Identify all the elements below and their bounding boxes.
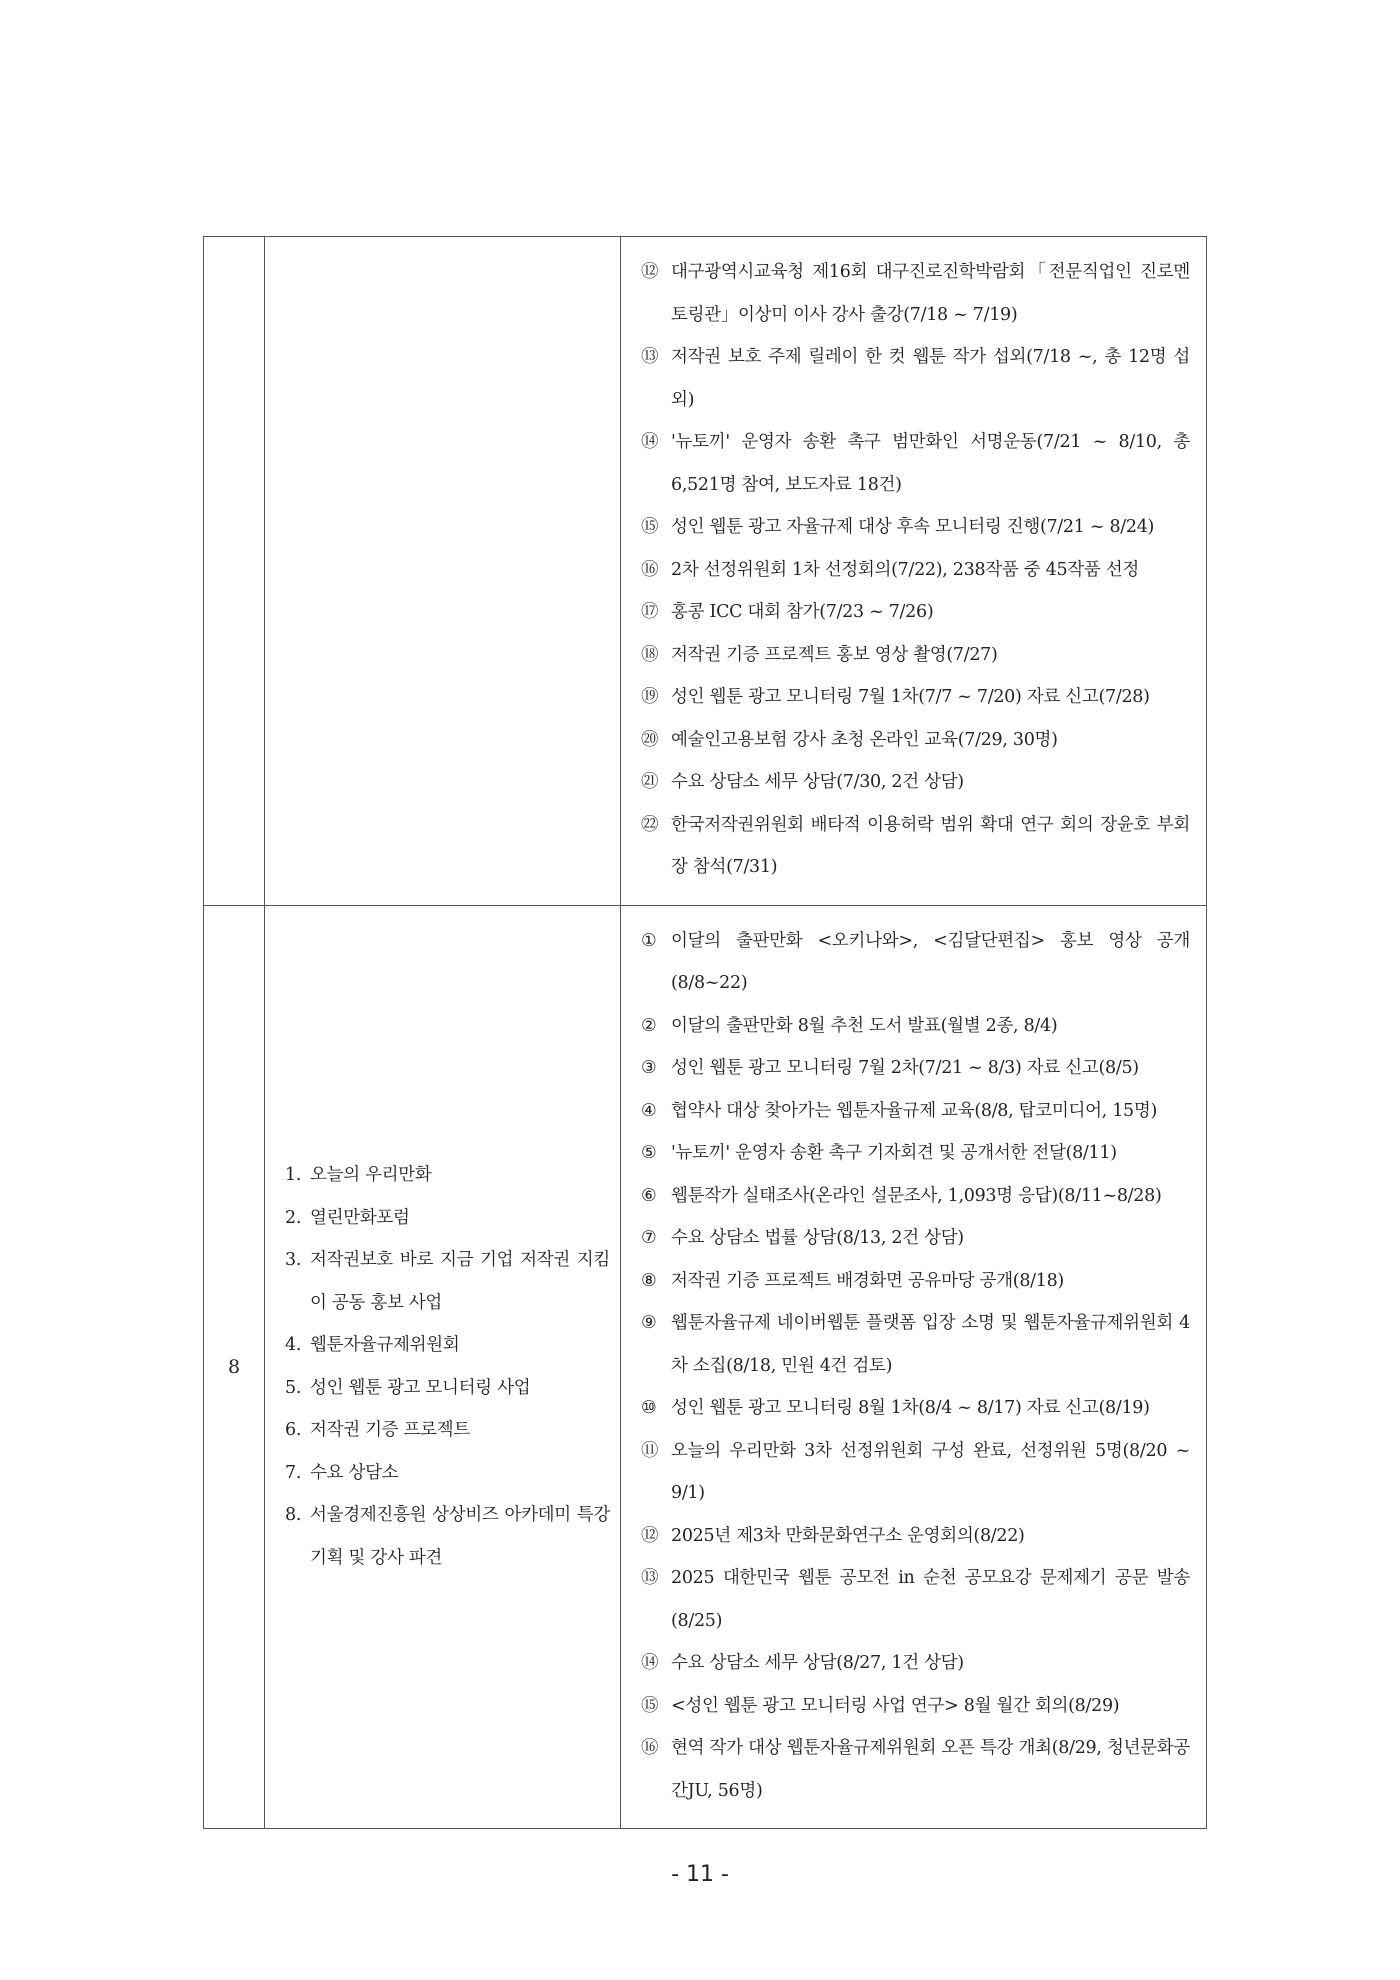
list-item	[641, 1047, 1190, 1090]
list-item	[641, 251, 1190, 336]
item-text: 웹툰자율규제 네이버웹툰 플랫폼 입장 소명 및 웹툰자율규제위원회 4차 소집(8/18, 민원 4건 검토)	[671, 1313, 1190, 1376]
list-item	[641, 634, 1190, 677]
item-text: 현역 작가 대상 웹툰자율규제위원회 오픈 특강 개최(8/29, 청년문화공간JU, 56명)	[671, 1738, 1190, 1801]
table-row-august	[204, 905, 1207, 1829]
list-item	[641, 1387, 1190, 1430]
list-item	[641, 676, 1190, 719]
item-number: ⑬	[641, 1568, 659, 1588]
item-text: 서울경제진흥원 상상비즈 아카데미 특강 기획 및 강사 파견	[310, 1505, 610, 1568]
list-item	[641, 421, 1190, 506]
activity-list	[621, 237, 1206, 905]
list-item	[641, 719, 1190, 762]
list-item	[641, 1090, 1190, 1133]
item-text: 성인 웹툰 광고 모니터링 8월 1차(8/4 ~ 8/17) 자료 신고(8/19)	[671, 1398, 1150, 1418]
item-number: ②	[641, 1015, 657, 1036]
item-text: 성인 웹툰 광고 자율규제 대상 후속 모니터링 진행(7/21 ~ 8/24)	[671, 517, 1155, 537]
list-item	[285, 1494, 610, 1579]
list-item	[641, 1515, 1190, 1558]
activity-cell	[621, 905, 1207, 1829]
item-text: 수요 상담소 세무 상담(8/27, 1건 상담)	[671, 1653, 964, 1673]
item-text: 오늘의 우리만화	[310, 1165, 432, 1186]
item-number: ㉒	[641, 814, 659, 835]
item-number: ③	[641, 1058, 657, 1078]
item-number: 6.	[285, 1420, 302, 1441]
list-item	[641, 336, 1190, 421]
list-item	[285, 1367, 610, 1410]
project-list	[265, 1154, 620, 1579]
item-number: ⑩	[641, 1398, 657, 1418]
item-text: '뉴토끼' 운영자 송환 촉구 기자회견 및 공개서한 전달(8/11)	[671, 1143, 1117, 1163]
item-text: 2025년 제3차 만화문화연구소 운영회의(8/22)	[671, 1525, 1025, 1546]
item-text: 성인 웹툰 광고 모니터링 7월 1차(7/7 ~ 7/20) 자료 신고(7/28)	[671, 687, 1150, 707]
table-row-july-continued	[204, 237, 1207, 906]
item-text: <성인 웹툰 광고 모니터링 사업 연구> 8월 월간 회의(8/29)	[671, 1695, 1120, 1716]
item-number: 2.	[285, 1207, 302, 1228]
month-cell: 8	[204, 905, 265, 1829]
item-number: ⑤	[641, 1143, 657, 1163]
item-text: 저작권 보호 주제 릴레이 한 컷 웹툰 작가 섭외(7/18 ~, 총 12명 섭외)	[671, 347, 1190, 410]
item-number: 1.	[285, 1165, 302, 1186]
month-cell	[204, 237, 265, 906]
list-item	[641, 506, 1190, 549]
list-item	[641, 1727, 1190, 1812]
item-text: '뉴토끼' 운영자 송환 촉구 범만화인 서명운동(7/21 ~ 8/10, 총 6,521명 참여, 보도자료 18건)	[671, 432, 1190, 495]
list-item	[641, 1132, 1190, 1175]
item-number: ⑯	[641, 1738, 659, 1758]
list-item	[641, 761, 1190, 804]
item-text: 웹툰작가 실태조사(온라인 설문조사, 1,093명 응답)(8/11~8/28)	[671, 1185, 1162, 1206]
item-number: ⑭	[641, 1653, 659, 1673]
list-item	[641, 1175, 1190, 1218]
list-item	[285, 1154, 610, 1197]
list-item	[285, 1239, 610, 1324]
item-number: 4.	[285, 1335, 302, 1356]
item-text: 2차 선정위원회 1차 선정회의(7/22), 238작품 중 45작품 선정	[671, 559, 1139, 580]
item-number: ⑫	[641, 1525, 659, 1546]
item-text: 이달의 출판만화 8월 추천 도서 발표(월별 2종, 8/4)	[671, 1015, 1058, 1036]
list-item	[641, 1642, 1190, 1685]
item-number: ⑮	[641, 517, 659, 537]
list-item	[641, 1005, 1190, 1048]
item-number: ⑪	[641, 1440, 659, 1461]
item-number: ⑫	[641, 262, 659, 282]
item-number: ⑰	[641, 602, 659, 622]
item-number: ⑭	[641, 432, 659, 452]
item-text: 저작권 기증 프로젝트 배경화면 공유마당 공개(8/18)	[671, 1270, 1064, 1291]
item-text: 열린만화포럼	[310, 1207, 410, 1228]
item-number: ⑬	[641, 347, 659, 367]
page-number: - 11 -	[671, 1862, 729, 1887]
item-number: ⑯	[641, 559, 659, 580]
item-text: 저작권보호 바로 지금 기업 저작권 지킴이 공동 홍보 사업	[310, 1250, 610, 1313]
list-item	[285, 1409, 610, 1452]
list-item	[641, 1260, 1190, 1303]
item-number: ①	[641, 930, 657, 951]
item-number: 5.	[285, 1377, 302, 1398]
list-item	[285, 1452, 610, 1495]
activity-cell	[621, 237, 1207, 906]
item-text: 성인 웹툰 광고 모니터링 사업	[310, 1377, 531, 1398]
item-text: 대구광역시교육청 제16회 대구진로진학박람회「전문직업인 진로멘토링관」이상미 이사 강사 출강(7/18 ~ 7/19)	[671, 262, 1190, 325]
list-item	[641, 804, 1190, 889]
list-item	[641, 920, 1190, 1005]
item-text: 저작권 기증 프로젝트 홍보 영상 촬영(7/27)	[671, 644, 998, 665]
item-number: ⑦	[641, 1228, 657, 1248]
item-number: ⑧	[641, 1270, 657, 1291]
item-number: ⑥	[641, 1185, 657, 1206]
item-number: ⑨	[641, 1313, 657, 1333]
list-item	[641, 1302, 1190, 1387]
item-text: 이달의 출판만화 <오키나와>, <김달단편집> 홍보 영상 공개(8/8~22)	[671, 930, 1190, 993]
item-number: ⑲	[641, 687, 659, 707]
item-number: ⑮	[641, 1695, 659, 1716]
item-number: ⑱	[641, 644, 659, 665]
list-item	[641, 591, 1190, 634]
item-text: 협약사 대상 찾아가는 웹툰자율규제 교육(8/8, 탑코미디어, 15명)	[671, 1100, 1158, 1121]
list-item	[285, 1324, 610, 1367]
activity-list	[621, 906, 1206, 1829]
item-text: 성인 웹툰 광고 모니터링 7월 2차(7/21 ~ 8/3) 자료 신고(8/5)	[671, 1058, 1139, 1078]
item-text: 오늘의 우리만화 3차 선정위원회 구성 완료, 선정위원 5명(8/20 ~ 9/1)	[671, 1440, 1190, 1503]
item-text: 저작권 기증 프로젝트	[310, 1420, 470, 1441]
monthly-activity-table	[203, 236, 1207, 1829]
item-text: 수요 상담소	[310, 1462, 399, 1483]
list-item	[641, 1685, 1190, 1728]
list-item	[641, 1557, 1190, 1642]
list-item	[641, 1430, 1190, 1515]
item-text: 수요 상담소 법률 상담(8/13, 2건 상담)	[671, 1228, 964, 1248]
item-number: ㉑	[641, 772, 659, 792]
project-cell	[265, 237, 621, 906]
item-number: ⑳	[641, 729, 659, 750]
item-text: 홍콩 ICC 대회 참가(7/23 ~ 7/26)	[671, 602, 934, 622]
item-number: 7.	[285, 1462, 302, 1483]
item-text: 웹툰자율규제위원회	[310, 1335, 460, 1356]
item-text: 수요 상담소 세무 상담(7/30, 2건 상담)	[671, 772, 964, 792]
list-item	[285, 1197, 610, 1240]
list-item	[641, 1217, 1190, 1260]
item-number: 3.	[285, 1250, 302, 1271]
item-number: ④	[641, 1100, 657, 1121]
item-text: 2025 대한민국 웹툰 공모전 in 순천 공모요강 문제제기 공문 발송(8/25)	[671, 1568, 1190, 1631]
item-text: 예술인고용보험 강사 초청 온라인 교육(7/29, 30명)	[671, 729, 1058, 750]
item-text: 한국저작권위원회 배타적 이용허락 범위 확대 연구 회의 장윤호 부회장 참석(7/31)	[671, 814, 1190, 877]
project-cell	[265, 905, 621, 1829]
list-item	[641, 549, 1190, 592]
item-number: 8.	[285, 1505, 302, 1526]
